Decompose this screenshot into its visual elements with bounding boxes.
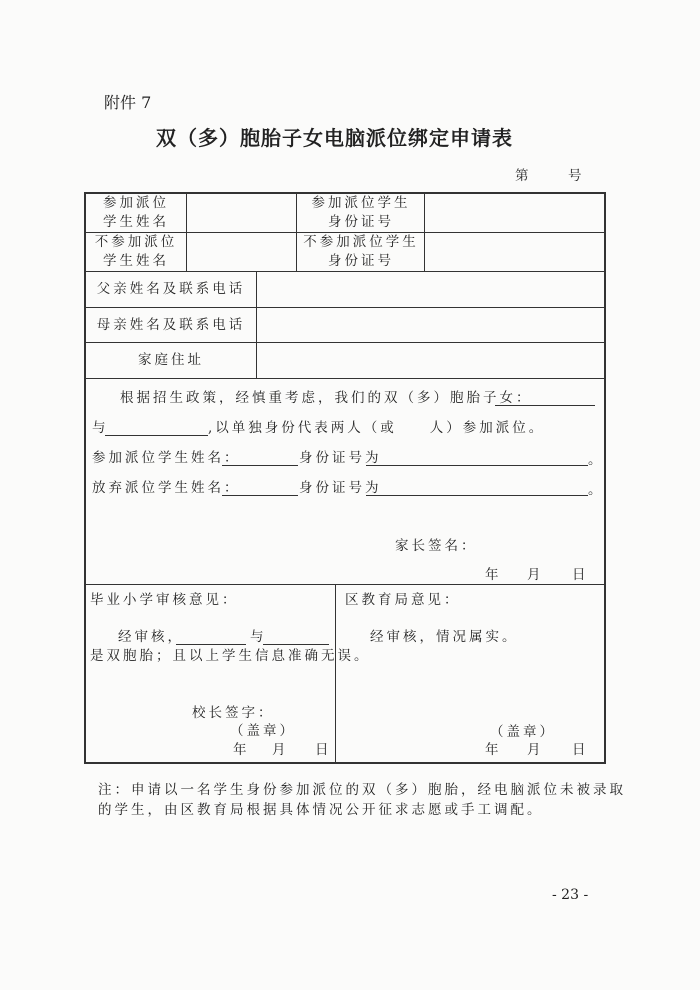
note-line-1: 注：申请以一名学生身份参加派位的双（多）胞胎，经电脑派位未被录取 [98, 782, 626, 798]
non-participating-id-field[interactable] [426, 233, 604, 271]
abandoning-student-label: 放弃派位学生姓名： [92, 480, 241, 496]
statement-line1: 根据招生政策，经慎重考虑，我们的双（多）胞胎子女： [120, 390, 533, 406]
month-label: 月 [527, 742, 541, 758]
non-participating-id-label: 不参加派位学生 身份证号 [303, 234, 419, 269]
statement-line2: ,以单独身份代表两人（或 人）参加派位。 [208, 420, 546, 436]
month-label: 月 [272, 742, 286, 758]
participating-name-label: 参加派位 学生姓名 [103, 195, 169, 230]
school-review-heading: 毕业小学审核意见： [90, 592, 239, 608]
school-seal-label: （盖章） [230, 723, 296, 739]
school-review-blank-1[interactable] [176, 644, 246, 645]
day-label: 日 [572, 742, 586, 758]
period: 。 [588, 482, 602, 498]
participating-student-blank[interactable] [222, 465, 298, 466]
address-label: 家庭住址 [138, 352, 204, 368]
serial-suffix: 号 [568, 168, 582, 184]
bureau-review-heading: 区教育局意见： [345, 592, 461, 608]
month-label: 月 [527, 567, 541, 583]
bureau-seal-label: （盖章） [490, 724, 556, 740]
serial-prefix: 第 [515, 168, 529, 184]
school-review-blank-2[interactable] [263, 644, 329, 645]
year-label: 年 [233, 742, 247, 758]
participating-student-label: 参加派位学生姓名： [92, 450, 241, 466]
father-field[interactable] [258, 272, 604, 307]
school-review-prefix: 经审核， [118, 629, 184, 645]
father-label: 父亲姓名及联系电话 [96, 281, 246, 297]
participating-id-blank[interactable] [366, 465, 588, 466]
year-label: 年 [485, 567, 499, 583]
participating-id-field[interactable] [426, 194, 604, 232]
id-label-1: 身份证号为 [299, 450, 382, 466]
statement-and: 与 [92, 420, 106, 436]
day-label: 日 [572, 567, 586, 583]
page-number: - 23 - [552, 887, 589, 903]
year-label: 年 [485, 742, 499, 758]
school-review-and: 与 [250, 629, 264, 645]
mother-label: 母亲姓名及联系电话 [96, 316, 246, 333]
bureau-review-text: 经审核，情况属实。 [370, 629, 519, 645]
attachment-label: 附件 7 [104, 93, 152, 112]
id-label-2: 身份证号为 [299, 480, 382, 496]
address-field[interactable] [258, 343, 604, 378]
form-title: 双（多）胞胎子女电脑派位绑定申请表 [156, 126, 513, 150]
non-participating-name-field[interactable] [188, 233, 296, 271]
principal-signature-label: 校长签字： [192, 705, 275, 721]
twin-name-blank-1[interactable] [495, 405, 595, 406]
note-line-2: 的学生，由区教育局根据具体情况公开征求志愿或手工调配。 [98, 802, 544, 818]
non-participating-name-label: 不参加派位 学生姓名 [94, 234, 178, 269]
twin-name-blank-2[interactable] [105, 435, 208, 436]
day-label: 日 [315, 742, 329, 758]
participating-name-field[interactable] [188, 194, 296, 232]
abandoning-student-blank[interactable] [222, 495, 298, 496]
parent-signature-label: 家长签名： [395, 538, 478, 554]
mother-field[interactable] [258, 308, 604, 342]
period: 。 [588, 452, 602, 468]
participating-id-label: 参加派位学生 身份证号 [311, 195, 411, 230]
abandoning-id-blank[interactable] [366, 495, 588, 496]
school-review-line2: 是双胞胎；且以上学生信息准确无误。 [90, 648, 371, 664]
